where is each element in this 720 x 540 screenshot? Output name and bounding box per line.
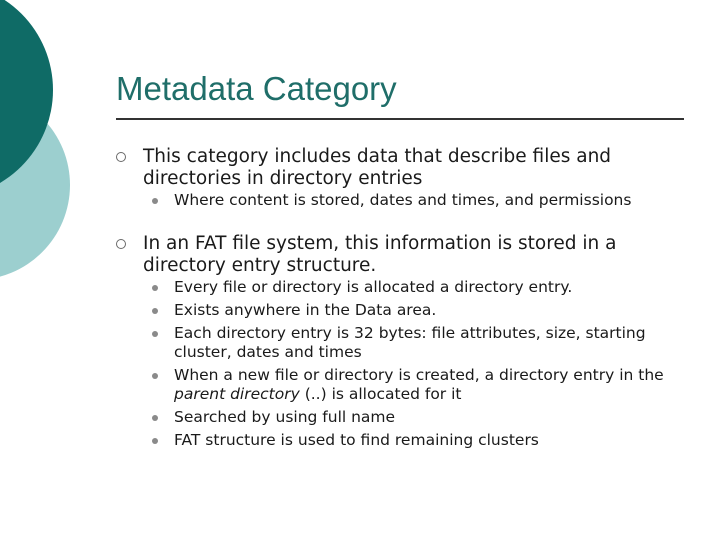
dot-bullet-icon bbox=[152, 415, 158, 421]
list-item-text: (..) is allocated for it bbox=[299, 384, 462, 403]
list-item: Where content is stored, dates and times, and permissions bbox=[174, 191, 632, 209]
dot-bullet-icon bbox=[152, 308, 158, 314]
dot-bullet-icon bbox=[152, 331, 158, 337]
dot-bullet-icon bbox=[152, 438, 158, 444]
list-item: In an FAT file system, this information is stored in a directory entry structure. bbox=[143, 233, 617, 276]
list-item: FAT structure is used to find remaining clusters bbox=[174, 431, 539, 449]
list-item: This category includes data that describe files and directories in directory entries bbox=[143, 146, 612, 189]
list-item: Exists anywhere in the Data area. bbox=[174, 301, 437, 319]
list-item-text: When a new file or directory is created, a directory entry in the bbox=[174, 366, 664, 384]
dot-bullet-icon bbox=[152, 198, 158, 204]
emphasized-text: parent directory bbox=[174, 384, 300, 403]
hollow-circle-bullet-icon bbox=[116, 152, 126, 162]
list-item: Searched by using full name bbox=[174, 408, 396, 426]
list-item bbox=[174, 366, 684, 403]
list-item: Each directory entry is 32 bytes: file attributes, size, starting cluster, dates and times bbox=[174, 324, 646, 361]
dot-bullet-icon bbox=[152, 373, 158, 379]
list-item: Every file or directory is allocated a directory entry. bbox=[174, 278, 573, 296]
hollow-circle-bullet-icon bbox=[116, 239, 126, 249]
slide-title: Metadata Category bbox=[116, 70, 397, 107]
dot-bullet-icon bbox=[152, 285, 158, 291]
